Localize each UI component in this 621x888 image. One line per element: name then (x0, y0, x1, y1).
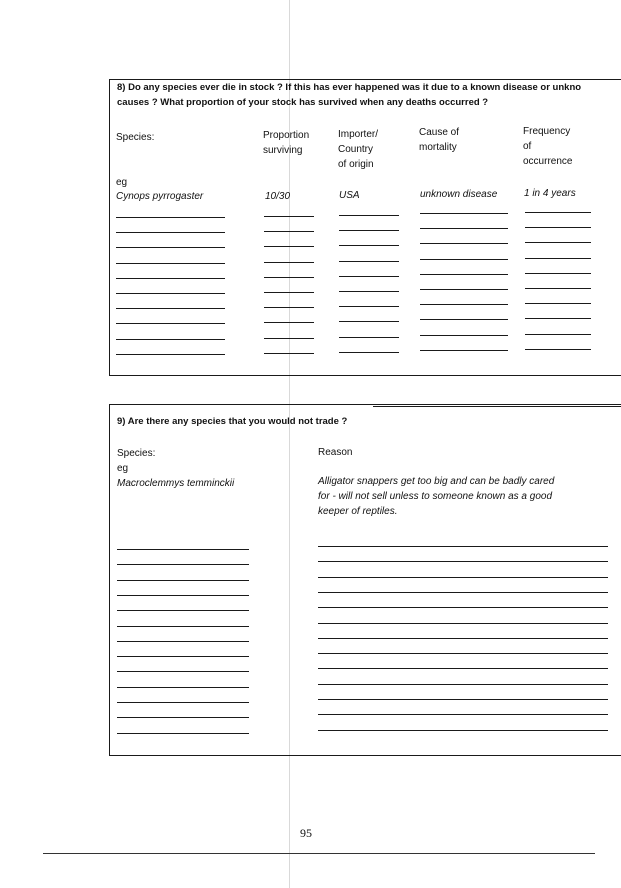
question-9: 9) Are there any species that you would not trade ? (117, 416, 348, 427)
q8-answer-col1-line-7[interactable] (116, 308, 225, 309)
q8-header-frequency-2: of (523, 141, 532, 152)
q8-answer-col2-line-3[interactable] (264, 246, 314, 247)
question-8-line-1: 8) Do any species ever die in stock ? If this has ever happened was it due to a known disease or unkno (117, 82, 582, 93)
q9-example-reason-3: keeper of reptiles. (318, 506, 398, 517)
q8-answer-col2-line-7[interactable] (264, 307, 314, 308)
q9-answer-col2-line-9[interactable] (318, 668, 608, 669)
q9-example-species: Macroclemmys temminckii (117, 478, 235, 489)
q8-answer-col4-line-2[interactable] (420, 228, 508, 229)
q9-answer-col2-line-8[interactable] (318, 653, 608, 654)
q8-answer-col4-line-6[interactable] (420, 289, 508, 290)
q8-answer-col5-line-4[interactable] (525, 258, 591, 259)
q9-answer-col2-line-4[interactable] (318, 592, 608, 593)
q9-answer-col1-line-10[interactable] (117, 687, 249, 688)
q8-answer-col5-line-3[interactable] (525, 242, 591, 243)
q8-answer-col1-line-4[interactable] (116, 263, 225, 264)
q8-answer-col4-line-9[interactable] (420, 335, 508, 336)
q8-example-importer: USA (339, 190, 360, 201)
q8-answer-col3-line-1[interactable] (339, 215, 399, 216)
q8-answer-col2-line-6[interactable] (264, 292, 314, 293)
q9-example-reason-2: for - will not sell unless to someone known as a good (318, 491, 553, 502)
q8-answer-col3-line-4[interactable] (339, 261, 399, 262)
q8-answer-col5-line-2[interactable] (525, 227, 591, 228)
q9-answer-col1-line-12[interactable] (117, 717, 249, 718)
q8-example-frequency: 1 in 4 years (524, 188, 576, 199)
q9-answer-col1-line-11[interactable] (117, 702, 249, 703)
q8-answer-col1-line-10[interactable] (116, 354, 225, 355)
q8-answer-col4-line-8[interactable] (420, 319, 508, 320)
q8-answer-col1-line-9[interactable] (116, 339, 225, 340)
q9-answer-col2-line-6[interactable] (318, 623, 608, 624)
q8-answer-col3-line-9[interactable] (339, 337, 399, 338)
q9-answer-col2-line-7[interactable] (318, 638, 608, 639)
q8-example-proportion: 10/30 (265, 191, 291, 202)
q9-answer-col2-line-1[interactable] (318, 546, 608, 547)
q8-answer-col4-line-5[interactable] (420, 274, 508, 275)
q8-example-cause: unknown disease (420, 189, 498, 200)
q8-answer-col2-line-1[interactable] (264, 216, 314, 217)
q8-answer-col2-line-4[interactable] (264, 262, 314, 263)
q9-header-species: Species: (117, 448, 156, 459)
q8-header-frequency-1: Frequency (523, 126, 571, 137)
q8-answer-col1-line-8[interactable] (116, 323, 225, 324)
q8-answer-col4-line-10[interactable] (420, 350, 508, 351)
q9-answer-col1-line-3[interactable] (117, 580, 249, 581)
q8-answer-col5-line-9[interactable] (525, 334, 591, 335)
q8-example-species: Cynops pyrrogaster (116, 191, 204, 202)
q9-answer-col2-line-13[interactable] (318, 730, 608, 731)
q8-answer-col2-line-10[interactable] (264, 353, 314, 354)
question-8-line-2: causes ? What proportion of your stock has survived when any deaths occurred ? (117, 97, 489, 108)
q8-answer-col4-line-7[interactable] (420, 304, 508, 305)
q8-header-species: Species: (116, 132, 155, 143)
q8-answer-col5-line-10[interactable] (525, 349, 591, 350)
q9-answer-col1-line-4[interactable] (117, 595, 249, 596)
q8-answer-col2-line-2[interactable] (264, 231, 314, 232)
q8-answer-col4-line-1[interactable] (420, 213, 508, 214)
q8-header-cause-1: Cause of (419, 127, 460, 138)
q9-answer-col1-line-7[interactable] (117, 641, 249, 642)
footer-rule (43, 853, 595, 854)
q9-answer-col1-line-5[interactable] (117, 610, 249, 611)
q8-answer-col5-line-8[interactable] (525, 318, 591, 319)
q8-header-cause-2: mortality (419, 142, 457, 153)
q9-header-reason: Reason (318, 447, 353, 458)
q9-answer-col1-line-9[interactable] (117, 671, 249, 672)
q8-header-importer-1: Importer/ (338, 129, 379, 140)
q8-header-proportion-2: surviving (263, 145, 303, 156)
q8-answer-col3-line-3[interactable] (339, 245, 399, 246)
q9-example-reason-1: Alligator snappers get too big and can be badly cared (318, 476, 555, 487)
q8-answer-col1-line-2[interactable] (116, 232, 225, 233)
q8-answer-col2-line-9[interactable] (264, 338, 314, 339)
q8-answer-col1-line-5[interactable] (116, 278, 225, 279)
q8-answer-col2-line-8[interactable] (264, 322, 314, 323)
q8-answer-col3-line-8[interactable] (339, 321, 399, 322)
q8-answer-col4-line-4[interactable] (420, 259, 508, 260)
q9-answer-col2-line-12[interactable] (318, 714, 608, 715)
page-number: 95 (300, 826, 312, 840)
q9-answer-col2-line-2[interactable] (318, 561, 608, 562)
q8-answer-col3-line-7[interactable] (339, 306, 399, 307)
q8-answer-col2-line-5[interactable] (264, 277, 314, 278)
q9-answer-col1-line-8[interactable] (117, 656, 249, 657)
q8-answer-col1-line-3[interactable] (116, 247, 225, 248)
q9-answer-col1-line-13[interactable] (117, 733, 249, 734)
q8-answer-col5-line-1[interactable] (525, 212, 591, 213)
q8-answer-col5-line-6[interactable] (525, 288, 591, 289)
q8-answer-col5-line-7[interactable] (525, 303, 591, 304)
q9-answer-col2-line-5[interactable] (318, 607, 608, 608)
q9-answer-col1-line-2[interactable] (117, 564, 249, 565)
q8-answer-col5-line-5[interactable] (525, 273, 591, 274)
q9-example-eg: eg (117, 463, 129, 474)
q9-answer-col1-line-6[interactable] (117, 626, 249, 627)
q8-answer-col1-line-1[interactable] (116, 217, 225, 218)
q8-answer-col3-line-10[interactable] (339, 352, 399, 353)
q9-answer-col2-line-11[interactable] (318, 699, 608, 700)
q8-answer-col3-line-2[interactable] (339, 230, 399, 231)
q8-answer-col4-line-3[interactable] (420, 243, 508, 244)
q8-header-frequency-3: occurrence (523, 156, 573, 167)
q8-answer-col1-line-6[interactable] (116, 293, 225, 294)
q9-answer-col1-line-1[interactable] (117, 549, 249, 550)
q8-header-proportion-1: Proportion (263, 130, 310, 141)
q8-example-eg: eg (116, 177, 128, 188)
q9-answer-col2-line-3[interactable] (318, 577, 608, 578)
q8-answer-col3-line-5[interactable] (339, 276, 399, 277)
q9-answer-col2-line-10[interactable] (318, 684, 608, 685)
q8-header-importer-2: Country (338, 144, 374, 155)
q8-header-importer-3: of origin (338, 159, 374, 170)
q8-answer-col3-line-6[interactable] (339, 291, 399, 292)
